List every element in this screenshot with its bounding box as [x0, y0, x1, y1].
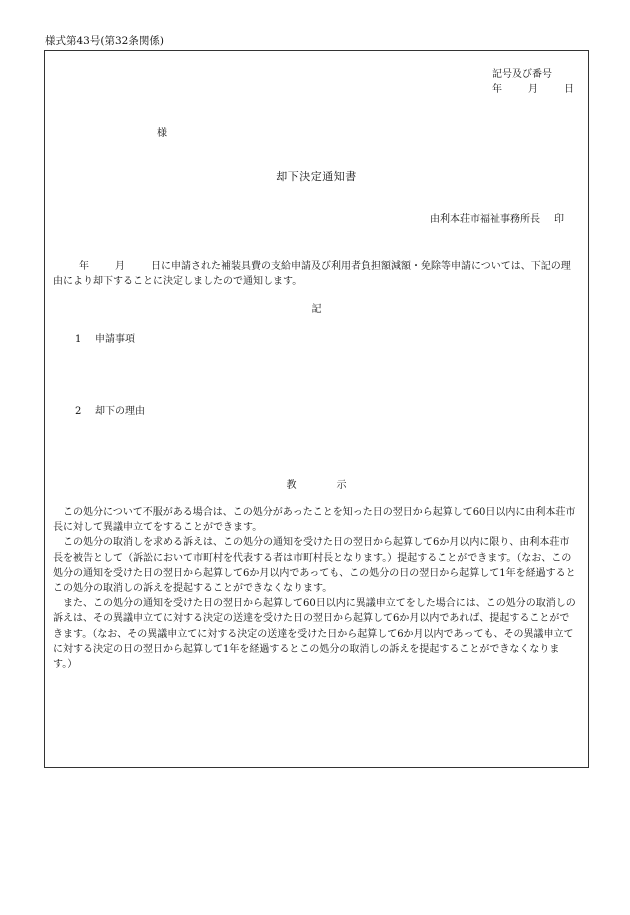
page-title: 却下決定通知書 [276, 170, 357, 183]
instruction-heading: 教示 [286, 480, 387, 491]
record-number-block [492, 68, 574, 97]
issuer-name: 由利本荘市福祉事務所長 [430, 214, 540, 225]
date-month: 月 [528, 83, 538, 95]
issue-date [492, 83, 574, 98]
notice-paragraph-3: また、この処分の通知を受けた日の翌日から起算して60日以内に異議申立てをした場合には、この処分の取消しの訴えは、その異議申立てに対する決定の送達を受けた日の翌日から起算して6か月以内であれば、提起することができます。（なお、その異議申立てに対する決定の送達を受けた日から起算して6か月以内であっても、その異議申立てに対する決定の日の翌日から起算して1年を経過するとこの処分の取消しの訴えを提起することができなくなります。） [53, 598, 576, 670]
intro-month: 月 [115, 261, 125, 272]
document-frame [44, 50, 589, 768]
intro-paragraph [53, 259, 578, 289]
item-application-matter [75, 333, 135, 348]
date-year: 年 [492, 83, 502, 95]
item-rejection-reason [75, 405, 145, 420]
form-number: 様式第43号(第32条関係) [45, 35, 164, 47]
instruction-text [53, 505, 578, 672]
item-label: 申請事項 [95, 334, 135, 345]
item-label: 却下の理由 [95, 406, 145, 417]
addressee: 様 [157, 128, 167, 139]
intro-text: 日に申請された補装具費の支給申請及び利用者負担額減額・免除等申請については、下記の理由により却下することに決定しましたので通知します。 [53, 261, 571, 287]
seal-mark: 印 [554, 214, 564, 225]
intro-year: 年 [79, 261, 89, 272]
record-number-label: 記号及び番号 [492, 69, 552, 80]
date-day: 日 [564, 83, 574, 95]
item-number: 1 [75, 334, 82, 345]
notice-paragraph-2: この処分の取消しを求める訴えは、この処分の通知を受けた日の翌日から起算して6か月以内に限り、由利本荘市長を被告として（訴訟において市町村を代表する者は市町村長となります。）提起することができます。（なお、この処分の通知を受けた日の翌日から起算して6か月以内であっても、この処分の日の翌日から起算して1年を経過するとこの処分の取消しの訴えを提起することができなくなります。 [53, 537, 576, 594]
notice-paragraph-1: この処分について不服がある場合は、この処分があったことを知った日の翌日から起算して60日以内に由利本荘市長に対して異議申立てをすることができます。 [53, 507, 576, 534]
item-number: 2 [75, 406, 82, 417]
ki-heading: 記 [311, 304, 322, 315]
issuer [430, 213, 564, 228]
